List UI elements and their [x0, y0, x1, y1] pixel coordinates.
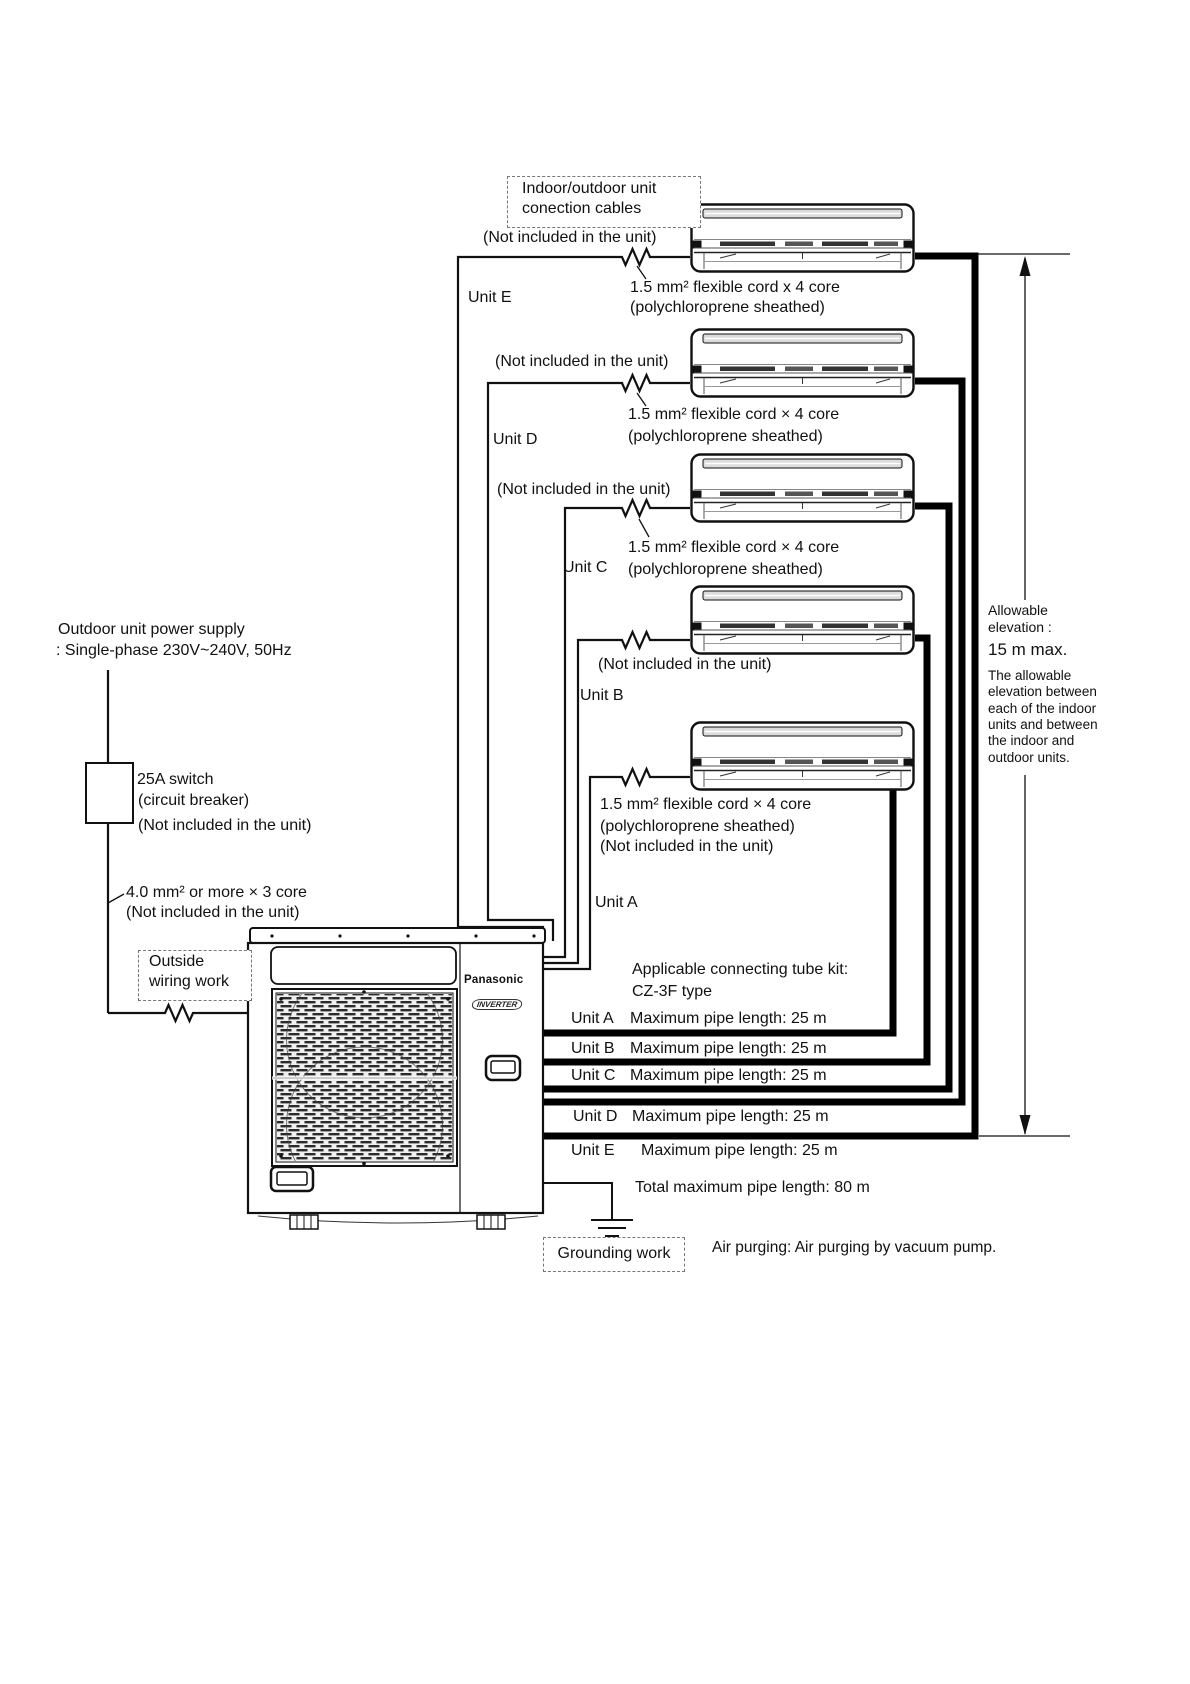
- pipe-row-d-unit: Unit D: [573, 1108, 618, 1125]
- pipe-row-b-unit: Unit B: [571, 1040, 615, 1057]
- pipe-row-a-text: Maximum pipe length: 25 m: [630, 1010, 827, 1027]
- inverter-logo: INVERTER: [471, 999, 523, 1010]
- field-cable-not-included: (Not included in the unit): [126, 904, 300, 921]
- outside-wiring-line1: Outside: [149, 953, 205, 970]
- dimension-arrow-up: [1020, 256, 1031, 276]
- outside-wiring-callout: [138, 950, 252, 1001]
- unit-d-label: Unit D: [493, 431, 538, 448]
- pipe-row-d-text: Maximum pipe length: 25 m: [632, 1108, 829, 1125]
- air-purging-note: Air purging: Air purging by vacuum pump.: [712, 1239, 997, 1256]
- breaker-label2: (circuit breaker): [138, 792, 250, 809]
- unit-d-not-included: (Not included in the unit): [495, 353, 669, 370]
- pipe-row-c-text: Maximum pipe length: 25 m: [630, 1067, 827, 1084]
- unit-a-cord-spec: 1.5 mm² flexible cord × 4 core: [600, 796, 812, 813]
- tube-kit-line1: Applicable connecting tube kit:: [632, 961, 849, 978]
- unit-c-not-included: (Not included in the unit): [497, 481, 671, 498]
- connection-cables-callout: [507, 176, 701, 228]
- grounding-work-callout: [543, 1237, 685, 1272]
- indoor-unit-d-drawing: [692, 330, 914, 397]
- pipe-row-e-unit: Unit E: [571, 1142, 615, 1159]
- pipe-row-a-unit: Unit A: [571, 1010, 614, 1027]
- power-supply-line1: Outdoor unit power supply: [58, 621, 245, 638]
- grounding-work-label: Grounding work: [557, 1245, 671, 1262]
- indoor-unit-a-drawing: [692, 723, 914, 790]
- unit-e-not-included: (Not included in the unit): [483, 229, 657, 246]
- unit-e-cord-spec: 1.5 mm² flexible cord x 4 core: [630, 279, 840, 296]
- elevation-title2: elevation :: [988, 619, 1052, 635]
- power-supply-line2: : Single-phase 230V~240V, 50Hz: [56, 642, 292, 659]
- indoor-unit-e-drawing: [692, 205, 914, 272]
- unit-b-label: Unit B: [580, 687, 624, 704]
- field-cable-spec: 4.0 mm² or more × 3 core: [126, 884, 307, 901]
- unit-c-cord-spec: 1.5 mm² flexible cord × 4 core: [628, 539, 840, 556]
- elevation-title1: Allowable: [988, 602, 1048, 618]
- pipe-row-c-unit: Unit C: [571, 1067, 616, 1084]
- connection-cables-line2: conection cables: [522, 199, 642, 217]
- unit-a-label: Unit A: [595, 894, 638, 911]
- unit-e-label: Unit E: [468, 289, 512, 306]
- tube-kit-line2: CZ-3F type: [632, 983, 713, 1000]
- connection-cables-line1: Indoor/outdoor unit: [522, 180, 657, 197]
- pipe-row-b-text: Maximum pipe length: 25 m: [630, 1040, 827, 1057]
- indoor-unit-c-drawing: [692, 455, 914, 522]
- total-pipe-length: Total maximum pipe length: 80 m: [635, 1179, 870, 1196]
- panasonic-logo: Panasonic: [464, 974, 524, 986]
- unit-a-not-included: (Not included in the unit): [600, 838, 774, 855]
- unit-a-cord-sheath: (polychloroprene sheathed): [600, 818, 795, 835]
- unit-d-cord-sheath: (polychloroprene sheathed): [628, 428, 823, 445]
- unit-d-cord-spec: 1.5 mm² flexible cord × 4 core: [628, 406, 840, 423]
- dimension-arrow-down: [1020, 1115, 1031, 1135]
- pipe-row-e-text: Maximum pipe length: 25 m: [641, 1142, 838, 1159]
- indoor-unit-b-drawing: [692, 587, 914, 654]
- unit-c-cord-sheath: (polychloroprene sheathed): [628, 561, 823, 578]
- unit-e-cord-sheath: (polychloroprene sheathed): [630, 299, 825, 316]
- elevation-note: The allowable elevation between each of the indoor units and between the indoor and outdoor units.: [988, 668, 1098, 765]
- ground-symbol: [543, 1183, 633, 1236]
- breaker-label1: 25A switch: [137, 771, 214, 788]
- elevation-value: 15 m max.: [988, 640, 1068, 659]
- unit-b-not-included: (Not included in the unit): [598, 656, 772, 673]
- breaker-not-included: (Not included in the unit): [138, 817, 312, 834]
- unit-c-label: Unit C: [563, 559, 608, 576]
- outside-wiring-line2: wiring work: [149, 972, 230, 990]
- circuit-breaker-box: [85, 762, 134, 824]
